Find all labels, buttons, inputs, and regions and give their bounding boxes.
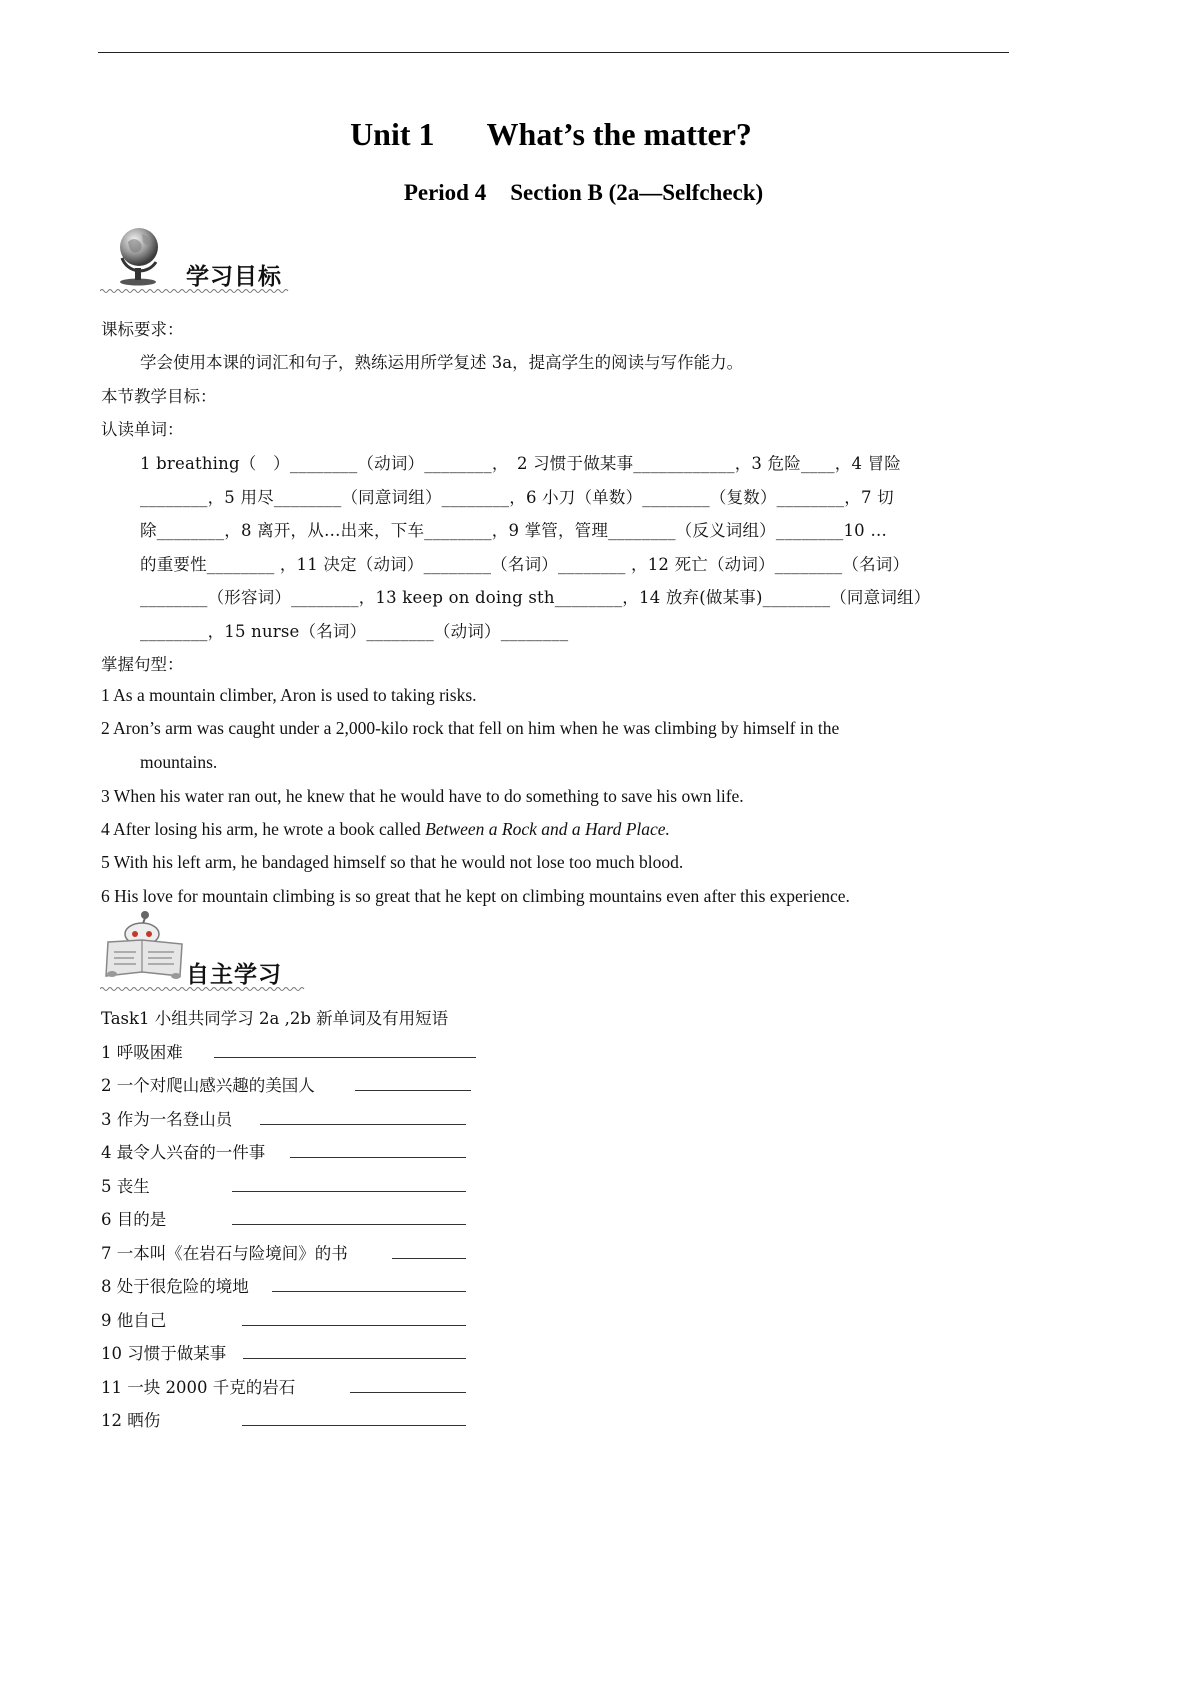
task-item: 2 一个对爬山感兴趣的美国人 <box>101 1076 315 1095</box>
task-item: 8 处于很危险的境地 <box>101 1277 249 1296</box>
task-item: 9 他自己 <box>101 1311 167 1330</box>
heading-underline <box>100 288 290 294</box>
task-title: Task1 小组共同学习 2a ,2b 新单词及有用短语 <box>101 1009 449 1028</box>
answer-blank[interactable] <box>242 1325 466 1326</box>
task-item: 10 习惯于做某事 <box>101 1344 227 1363</box>
sentence-text: 4 After losing his arm, he wrote a book called <box>101 819 421 839</box>
title-topic: What’s the matter? <box>486 116 752 152</box>
answer-blank[interactable] <box>392 1258 466 1259</box>
period-label: Period 4 <box>403 180 487 205</box>
answer-blank[interactable] <box>242 1425 466 1426</box>
sentence-item: 6 His love for mountain climbing is so great that he kept on climbing mountains even after this experience. <box>101 886 850 906</box>
section-heading-objectives <box>100 222 360 294</box>
globe-icon <box>114 222 194 288</box>
sentence-item: 2 Aron’s arm was caught under a 2,000-kilo rock that fell on him when he was climbing by himself in the <box>101 718 840 738</box>
sentence-item-continued: mountains. <box>140 752 218 772</box>
section-heading-self-study <box>100 910 360 988</box>
sentence-item: 5 With his left arm, he bandaged himself so that he would not lose too much blood. <box>101 852 684 872</box>
answer-blank[interactable] <box>232 1224 466 1225</box>
sentences-label: 掌握句型： <box>101 655 184 674</box>
goals-label: 本节教学目标： <box>101 387 217 406</box>
section-label: Section B (2a—Selfcheck) <box>510 180 764 205</box>
header-rule <box>98 52 1009 53</box>
curriculum-text: 学会使用本课的词汇和句子，熟练运用所学复述 3a，提高学生的阅读与写作能力。 <box>140 353 744 372</box>
vocab-line: 1 breathing（ ）________（动词）________， 2 习惯于做某事____________，3 危险____，4 冒险 <box>140 454 901 473</box>
task-item: 3 作为一名登山员 <box>101 1110 233 1129</box>
vocab-line: 除________，8 离开，从…出来，下车________，9 掌管，管理________（反义词组）________10 … <box>140 521 888 540</box>
page-subtitle <box>0 180 1167 206</box>
task-item: 1 呼吸困难 <box>101 1043 183 1062</box>
objectives-heading: 学习目标 <box>186 264 282 290</box>
vocab-line: ________，5 用尽________（同意词组）________，6 小刀（单数）________（复数）________，7 切 <box>140 488 894 507</box>
book-title: Between a Rock and a Hard Place. <box>425 819 670 839</box>
sentence-item <box>101 819 670 840</box>
vocab-line: ________，15 nurse（名词）________（动词）________ <box>140 622 569 641</box>
page-title <box>0 116 1102 153</box>
task-item: 5 丧生 <box>101 1177 150 1196</box>
answer-blank[interactable] <box>272 1291 466 1292</box>
heading-underline <box>100 986 306 992</box>
reading-mascot-icon <box>102 910 188 982</box>
answer-blank[interactable] <box>214 1057 476 1058</box>
task-item: 6 目的是 <box>101 1210 167 1229</box>
title-unit: Unit 1 <box>350 116 435 152</box>
words-label: 认读单词： <box>101 420 184 439</box>
vocab-line: 的重要性________ ，11 决定（动词）________（名词）________ ，12 死亡（动词）________（名词） <box>140 555 910 574</box>
task-item: 11 一块 2000 千克的岩石 <box>101 1378 296 1397</box>
task-item: 4 最令人兴奋的一件事 <box>101 1143 266 1162</box>
curriculum-label: 课标要求： <box>101 320 184 339</box>
answer-blank[interactable] <box>232 1191 466 1192</box>
answer-blank[interactable] <box>290 1157 466 1158</box>
task-item: 7 一本叫《在岩石与险境间》的书 <box>101 1244 348 1263</box>
answer-blank[interactable] <box>350 1392 466 1393</box>
sentence-item: 3 When his water ran out, he knew that he would have to do something to save his own life. <box>101 786 744 806</box>
sentence-item: 1 As a mountain climber, Aron is used to taking risks. <box>101 685 477 705</box>
answer-blank[interactable] <box>260 1124 466 1125</box>
answer-blank[interactable] <box>355 1090 471 1091</box>
self-study-heading: 自主学习 <box>186 962 282 988</box>
vocab-line: ________（形容词）________，13 keep on doing sth________，14 放弃(做某事)________（同意词组） <box>140 588 931 607</box>
task-item: 12 晒伤 <box>101 1411 161 1430</box>
answer-blank[interactable] <box>243 1358 466 1359</box>
